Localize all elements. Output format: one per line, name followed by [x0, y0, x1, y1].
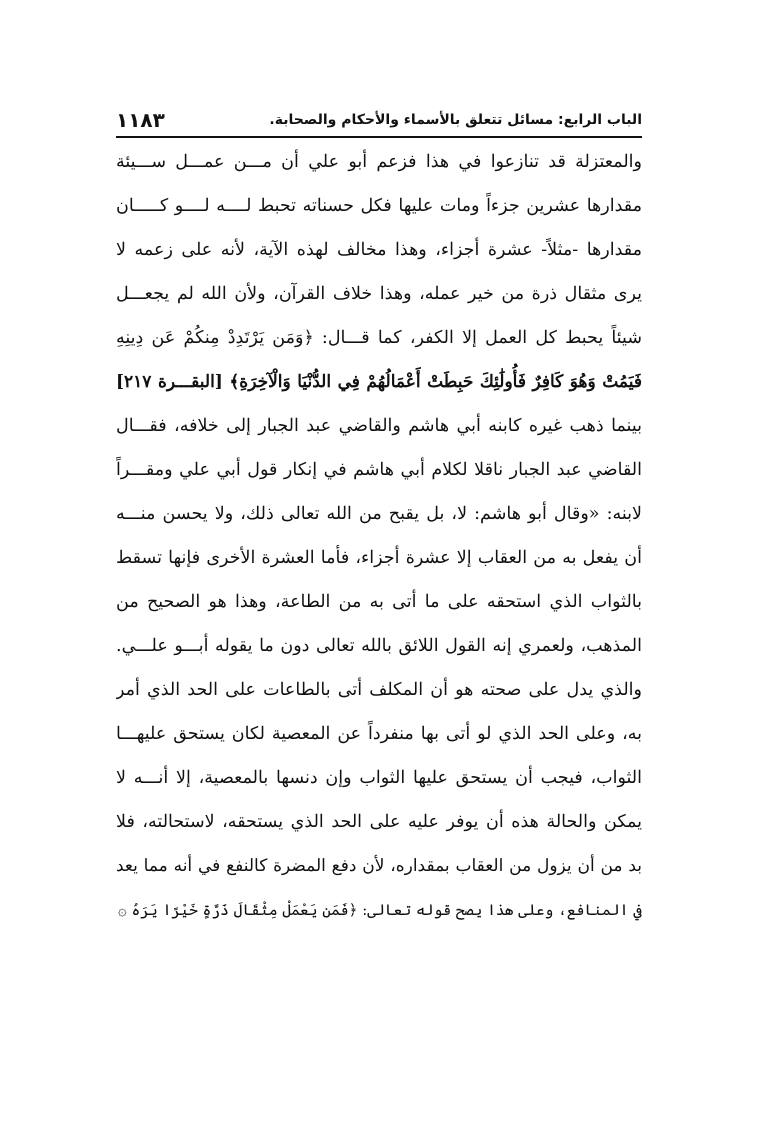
page-number: ١١٨٣	[116, 108, 165, 132]
text-line: المذهب، ولعمري إنه القول اللائق بالله تعالى دون ما يقوله أبـــو علـــي.	[116, 636, 642, 656]
text-line: يمكن والحالة هذه أن يوفر عليه على الحد الذي يستحقه، لاستحالته، فلا	[116, 812, 642, 832]
chapter-title: الباب الرابع: مسائل تتعلق بالأسماء والأحكام والصحابة.	[269, 112, 642, 128]
text-line: بد من أن يزول من العقاب بمقداره، لأن دفع المضرة كالنفع في أنه مما يعد	[116, 856, 642, 876]
text-line: مقدارها -مثلاً- عشرة أجزاء، وهذا مخالف لهذه الآية، لأنه على زعمه لا	[116, 240, 642, 260]
text-line: شيئاً يحبط كل العمل إلا الكفر، كما قـــال: ﴿وَمَن يَرْتَدِدْ مِنكُمْ عَن دِينِهِ	[116, 328, 642, 348]
text-line: في المنافع، وعلى هذا يصح قوله تعالى: ﴿فَمَن يَعْمَلْ مِثْقَالَ ذَرَّةٍ خَيْرًا يَرَهُ ۞	[117, 901, 642, 919]
running-header	[116, 110, 642, 138]
text-line: القاضي عبد الجبار ناقلا لكلام أبي هاشم في إنكار قول أبي علي ومقـــراً	[116, 460, 642, 480]
text-line: لابنه: «وقال أبو هاشم: لا، بل يقبح من الله تعالى ذلك، ولا يحسن منـــه	[116, 504, 642, 524]
text-line: بالثواب الذي استحقه على ما أتى به من الطاعة، وهذا هو الصحيح من	[116, 592, 642, 612]
text-line: والذي يدل على صحته هو أن المكلف أتى بالطاعات على الحد الذي أمر	[116, 680, 642, 700]
text-line: به، وعلى الحد الذي لو أتى بها منفرداً عن المعصية لكان يستحق عليهـــا	[116, 724, 642, 744]
text-line: بينما ذهب غيره كابنه أبي هاشم والقاضي عبد الجبار إلى خلافه، فقـــال	[116, 416, 642, 436]
body-text	[116, 140, 642, 932]
text-line: والمعتزلة قد تنازعوا في هذا فزعم أبو علي أن مـــن عمـــل ســـيئة	[116, 152, 642, 172]
text-line: مقدارها عشرين جزءاً ومات عليها فكل حسناته تحبط لــــه لــــو كـــــان	[116, 196, 642, 216]
text-line: الثواب، فيجب أن يستحق عليها الثواب وإن دنسها بالمعصية، إلا أنـــه لا	[116, 768, 642, 788]
quran-verse-line: فَيَمُتْ وَهُوَ كَافِرٌ فَأُولَٰئِكَ حَبِطَتْ أَعْمَالُهُمْ فِي الدُّنْيَا وَالْآخِرَةِ﴾ [البقـــرة ٢١٧]	[116, 372, 642, 392]
text-line: يرى مثقال ذرة من خير عمله، وهذا خلاف القرآن، ولأن الله لم يجعـــل	[116, 284, 642, 304]
text-line: أن يفعل به من العقاب إلا عشرة أجزاء، فأما العشرة الأخرى فإنها تسقط	[116, 548, 642, 568]
